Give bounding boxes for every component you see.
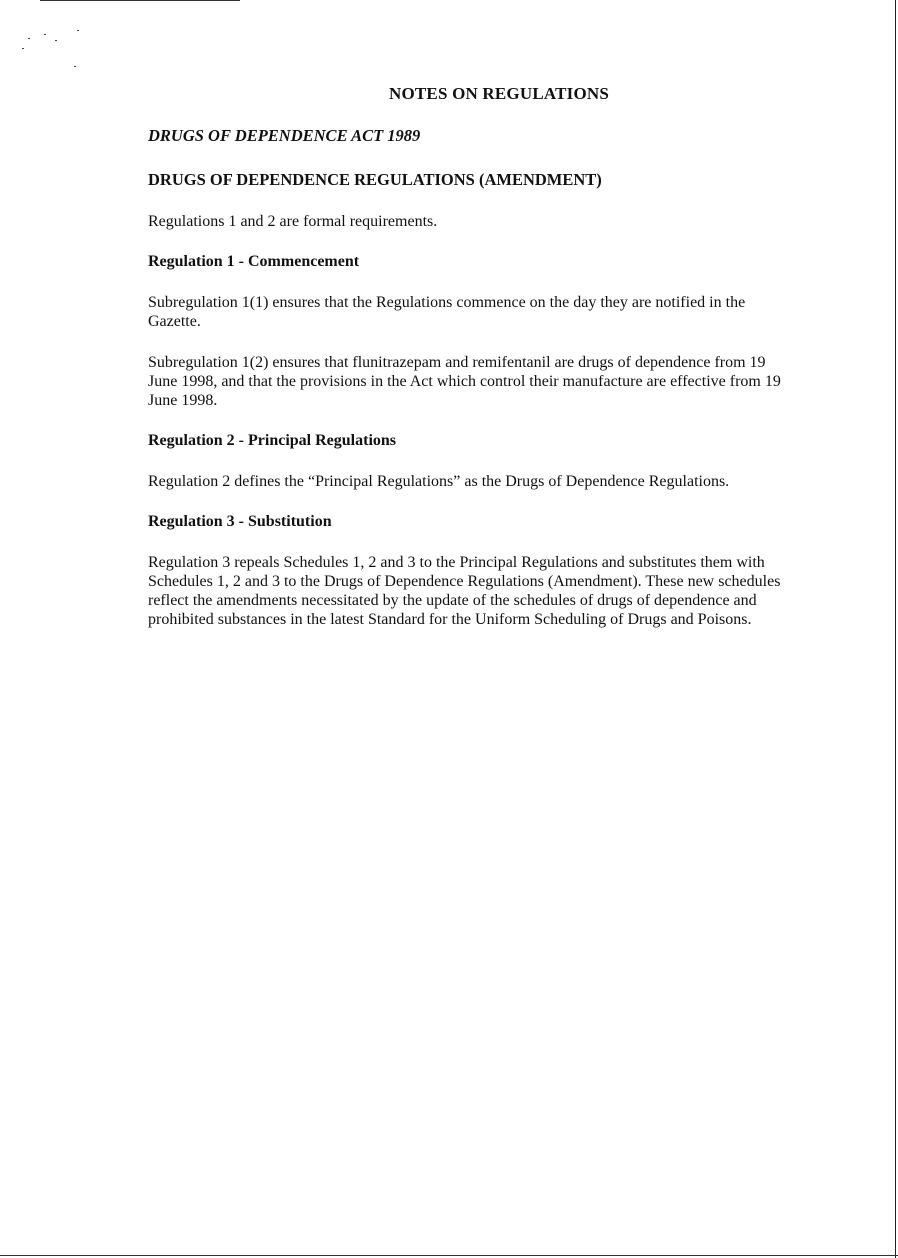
section-heading-regulation-1: Regulation 1 - Commencement — [148, 253, 360, 270]
intro-paragraph: Regulations 1 and 2 are formal requirements. — [148, 213, 438, 230]
section-heading-regulation-3: Regulation 3 - Substitution — [148, 513, 332, 530]
scan-speck — [55, 40, 57, 41]
scan-speck — [44, 34, 46, 35]
section-paragraph: Regulation 2 defines the “Principal Regulations” as the Drugs of Dependence Regulations. — [148, 473, 730, 490]
section-heading-regulation-2: Regulation 2 - Principal Regulations — [148, 432, 397, 449]
section-paragraph: Subregulation 1(1) ensures that the Regulations commence on the day they are notified in the Gazette. — [148, 294, 746, 330]
scan-edge-right — [895, 0, 896, 1258]
section-paragraph: Subregulation 1(2) ensures that flunitrazepam and remifentanil are drugs of dependence from 19 June 1998, and that the provisions in the Act which control their manufacture are effective from 19 June 1998. — [148, 354, 781, 409]
scan-speck — [28, 38, 30, 39]
section-paragraph: Regulation 3 repeals Schedules 1, 2 and 3 to the Principal Regulations and substitutes them with Schedules 1, 2 and 3 to the Drugs of Dependence Regulations (Amendment). These new schedules reflect the amendments necessitated by the update of the schedules of drugs of dependence and prohibited substances in the latest Standard for the Uniform Scheduling of Drugs and Poisons. — [148, 554, 781, 628]
act-title: DRUGS OF DEPENDENCE ACT 1989 — [148, 126, 421, 145]
scan-speck — [74, 66, 76, 67]
scan-edge-bottom — [0, 1255, 898, 1256]
regulations-title: DRUGS OF DEPENDENCE REGULATIONS (AMENDMENT) — [148, 170, 602, 189]
document-body — [148, 84, 788, 651]
scan-edge-top — [40, 0, 240, 1]
page-title: NOTES ON REGULATIONS — [388, 84, 609, 103]
scan-speck — [77, 30, 79, 31]
scan-speck — [22, 48, 24, 49]
